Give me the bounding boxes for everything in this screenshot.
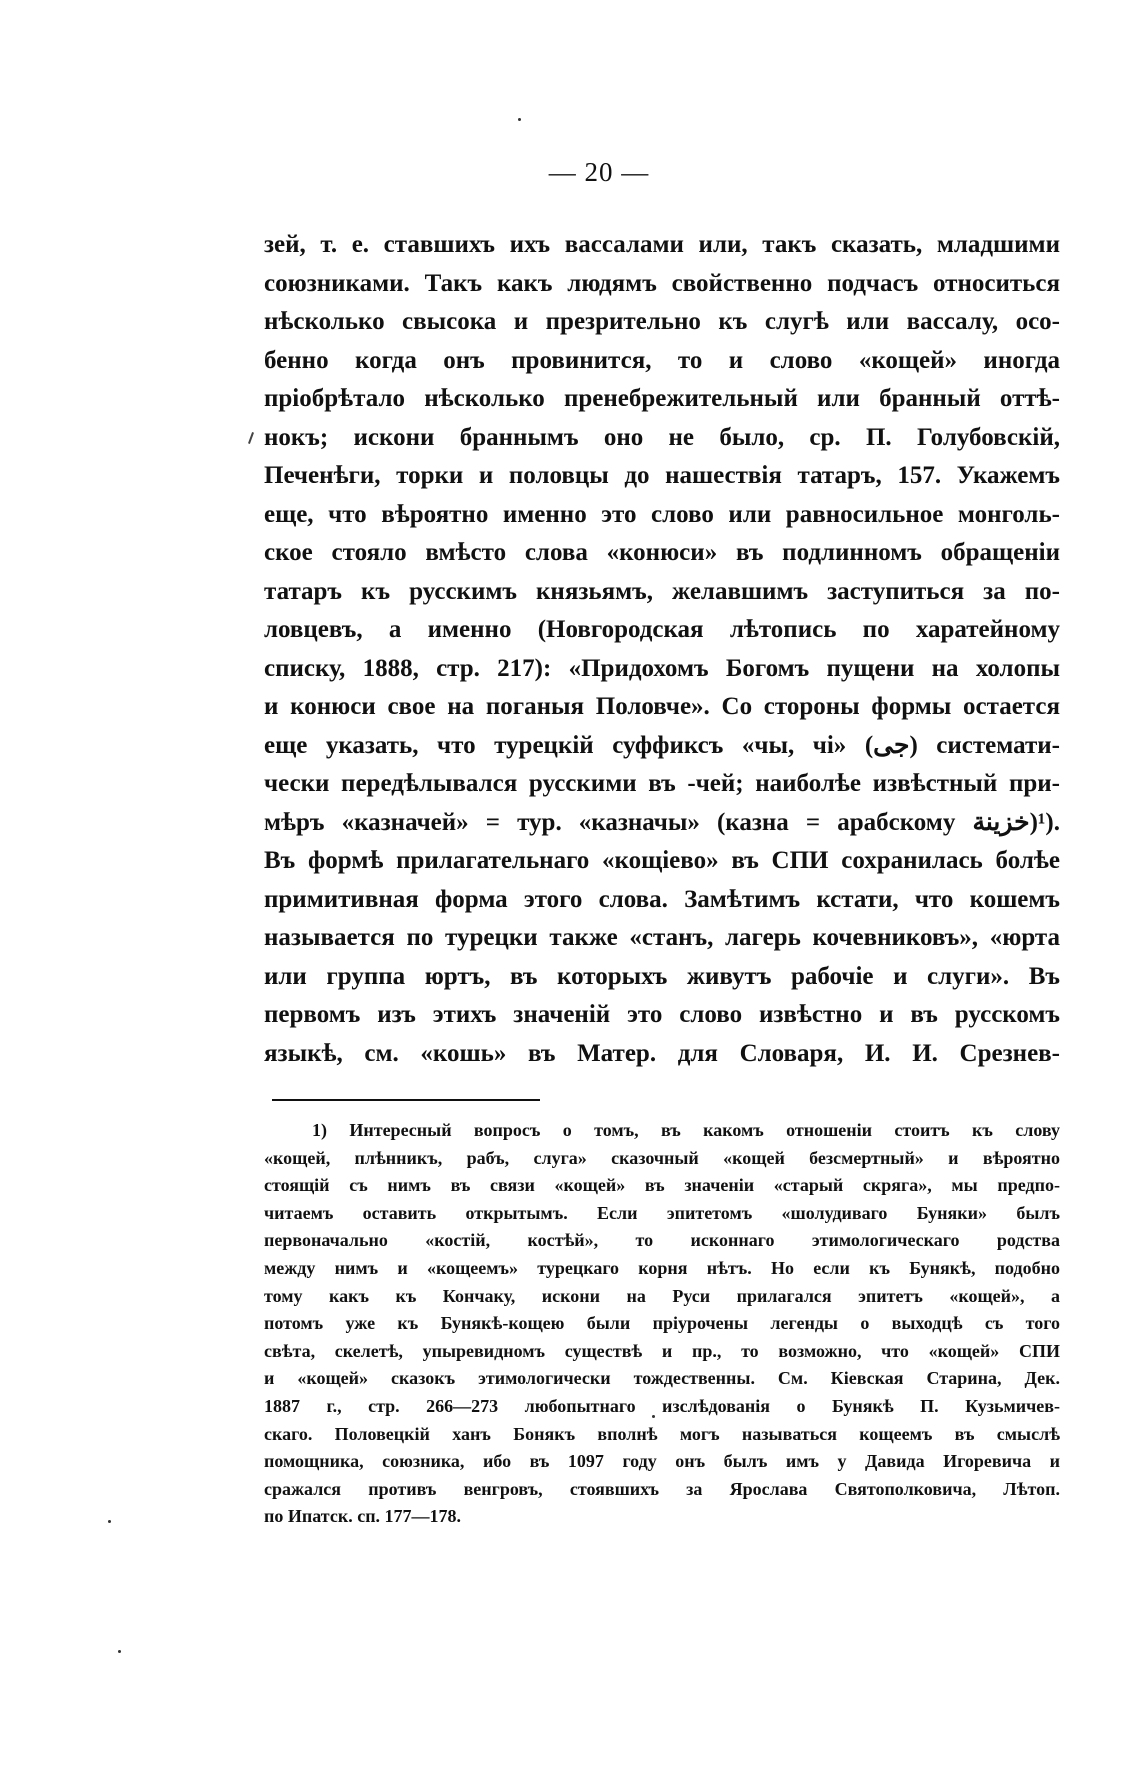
body-line: примитивная форма этого слова. Замѣтимъ кстати, что кошемъ: [264, 885, 1060, 913]
body-line: Печенѣги, торки и половцы до нашествія татаръ, 157. Укажемъ: [264, 462, 1060, 489]
body-line: бенно когда онъ провинится, то и слово «кощей» иногда: [264, 346, 1060, 374]
footnote-line: читаемъ оставить открытымъ. Если эпитетомъ «шолудиваго Буняки» былъ: [264, 1202, 1060, 1223]
body-line: мѣръ «казначей» = тур. «казначы» (казна = арабскому خزينة)¹).: [264, 808, 1060, 836]
footnote-line: помощника, союзника, ибо въ 1097 году онъ былъ имъ у Давида Игоревича и: [264, 1451, 1060, 1472]
body-line: ловцевъ, а именно (Новгородская лѣтопись по харатейному: [264, 616, 1060, 643]
body-line: союзниками. Такъ какъ людямъ свойственно подчасъ относиться: [264, 269, 1060, 297]
body-line: Въ формѣ прилагательнаго «кощіево» въ СПИ сохранилась болѣе: [264, 847, 1060, 874]
footnote-line: первоначально «костій, костѣй», то исконнаго этимологическаго родства: [264, 1230, 1060, 1251]
footnote-line: по Ипатск. сп. 177—178.: [264, 1506, 462, 1527]
footnote-separator: [272, 1099, 540, 1101]
body-line: татаръ къ русскимъ князьямъ, желавшимъ заступиться за по-: [264, 577, 1060, 605]
footnote-line: между нимъ и «кощеемъ» турецкаго корня нѣтъ. Но если къ Бунякѣ, подобно: [264, 1257, 1060, 1278]
footnote-line: 1) Интересный вопросъ о томъ, въ какомъ отношеніи стоитъ къ слову: [312, 1120, 1060, 1140]
footnote-line: тому какъ къ Кончаку, искони на Руси прилагался эпитетъ «кощей», а: [264, 1285, 1060, 1306]
footnote-line: свѣта, скелетѣ, упыревидномъ существѣ и пр., то возможно, что «кощей» СПИ: [264, 1340, 1060, 1361]
body-line: списку, 1888, стр. 217): «Придохомъ Богомъ пущени на холопы: [264, 654, 1060, 682]
footnote-line: стоящій съ нимъ въ связи «кощей» въ значеніи «старый скряга», мы предпо-: [264, 1175, 1060, 1196]
body-text: [264, 226, 1060, 1073]
body-line: еще, что вѣроятно именно это слово или равносильное монголь-: [264, 500, 1060, 528]
body-line: или группа юртъ, въ которыхъ живутъ рабочіе и слуги». Въ: [264, 962, 1060, 990]
body-line: ское стояло вмѣсто слова «конюси» въ подлинномъ обращеніи: [264, 539, 1060, 566]
body-line: пріобрѣтало нѣсколько пренебрежительный или бранный оттѣ-: [264, 385, 1060, 412]
footnote-line: «кощей, плѣнникъ, рабъ, слуга» сказочный «кощей безсмертный» и вѣроятно: [264, 1147, 1060, 1168]
body-line: первомъ изъ этихъ значеній это слово извѣстно и въ русскомъ: [264, 1001, 1060, 1028]
footnote-line: 1887 г., стр. 266—273 любопытнаго изслѣдованія о Бунякѣ П. Кузьмичев-: [264, 1395, 1060, 1416]
footnote-line: скаго. Половецкій ханъ Бонякъ вполнѣ могъ называться кощеемъ въ смыслѣ: [264, 1423, 1060, 1444]
body-line: языкѣ, см. «кошь» въ Матер. для Словаря, И. И. Срезнев-: [264, 1039, 1060, 1067]
ink-speck: [518, 118, 521, 121]
ink-speck: [108, 1520, 111, 1523]
margin-mark: [248, 432, 254, 444]
body-line: чески передѣлывался русскими въ -чей; наиболѣе извѣстный при-: [264, 770, 1060, 797]
footnote: [264, 1117, 1060, 1531]
footnote-line: и «кощей» сказокъ этимологически тождественны. См. Кіевская Старина, Дек.: [264, 1368, 1060, 1389]
ink-speck: [118, 1650, 121, 1653]
footnote-line: потомъ уже къ Бунякѣ-кощею были пріурочены легенды о выходцѣ съ того: [264, 1313, 1060, 1334]
body-line: еще указать, что турецкій суффиксъ «чы, чі» (جى) системати-: [264, 731, 1060, 759]
body-line: нѣсколько свысока и презрительно къ слугѣ или вассалу, осо-: [264, 308, 1060, 335]
body-line: и конюси свое на поганыя Половче». Со стороны формы остается: [264, 693, 1060, 720]
footnote-line: сражался противъ венгровъ, стоявшихъ за Ярослава Святополковича, Лѣтоп.: [264, 1478, 1060, 1499]
body-line: называется по турецки также «станъ, лагерь кочевниковъ», «юрта: [264, 924, 1060, 951]
body-line: зей, т. е. ставшихъ ихъ вассалами или, такъ сказать, младшими: [264, 231, 1060, 258]
page-number: — 20 —: [548, 157, 650, 187]
body-line: нокъ; искони браннымъ оно не было, ср. П. Голубовскій,: [264, 423, 1060, 451]
